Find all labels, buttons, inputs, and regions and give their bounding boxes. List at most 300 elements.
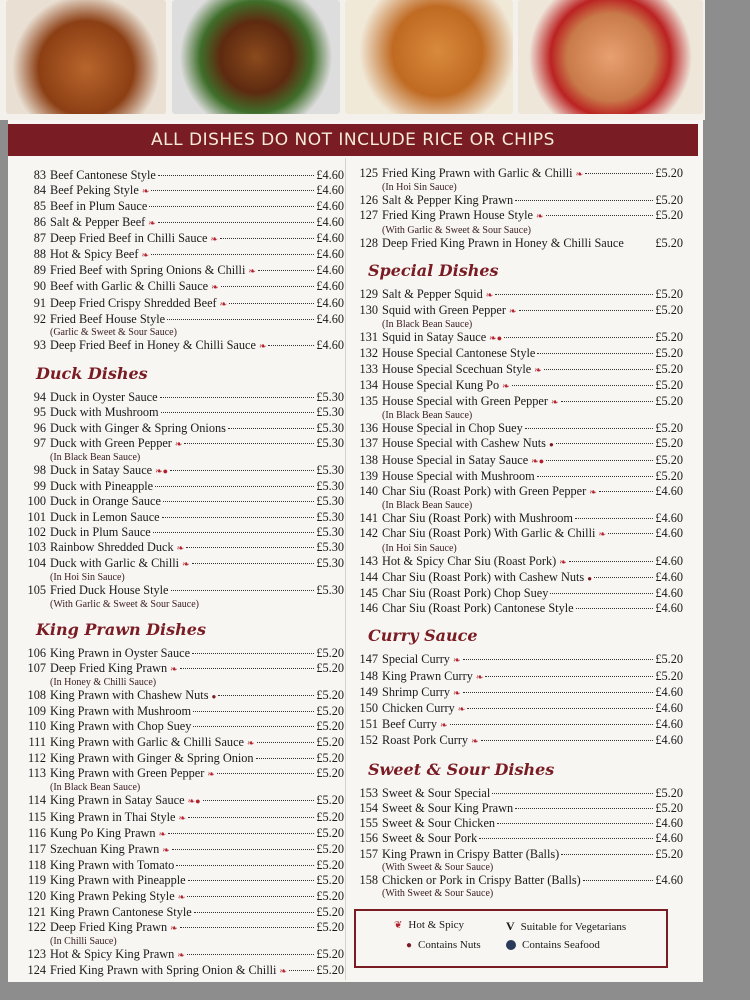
item-number: 90 (33, 279, 46, 294)
menu-item (348, 330, 683, 346)
menu-item (16, 215, 344, 231)
item-note: (With Garlic & Sweet & Sour Sauce) (382, 224, 532, 236)
menu-item (16, 810, 344, 826)
dot-leader (537, 353, 653, 354)
item-number: 130 (359, 303, 378, 318)
menu-item (348, 786, 683, 801)
menu-item (16, 479, 344, 494)
item-number: 93 (33, 338, 46, 353)
item-price: £5.20 (316, 919, 344, 934)
item-number: 120 (27, 888, 46, 903)
item-number: 115 (28, 809, 46, 824)
item-price: £5.30 (316, 435, 344, 450)
item-price: £5.20 (655, 346, 683, 361)
menu-item (16, 963, 344, 979)
menu-item (16, 842, 344, 858)
chili-icon: ❧ (589, 487, 597, 498)
item-number: 99 (33, 479, 46, 494)
item-number: 107 (27, 660, 46, 675)
item-name: Shrimp Curry (382, 684, 450, 699)
menu-item (348, 526, 683, 542)
item-price: £4.60 (655, 816, 683, 831)
chili-icon: ❧ (177, 891, 186, 902)
item-note: (In Black Bean Sauce) (382, 410, 473, 422)
dot-leader (168, 833, 314, 834)
dot-leader (192, 653, 314, 654)
item-name: Duck with Pineapple (50, 479, 154, 494)
item-price: £4.60 (655, 717, 683, 732)
menu-item (348, 453, 683, 469)
item-number: 113 (28, 766, 46, 781)
item-number: 143 (359, 553, 378, 568)
item-price: £5.30 (316, 405, 344, 420)
item-number: 125 (359, 166, 378, 180)
item-name: Fried King Prawn with Garlic & Chilli (382, 166, 573, 180)
dot-leader (512, 385, 654, 386)
item-number: 134 (359, 377, 378, 392)
chili-icon: ❧ (247, 737, 255, 748)
item-price: £5.20 (316, 750, 344, 765)
nut-icon: ● (548, 440, 554, 450)
item-name: King Prawn with Chop Suey (50, 719, 192, 734)
item-name: Duck in Plum Sauce (50, 524, 151, 539)
item-name: Beef Peking Style (50, 183, 139, 198)
chili-nut-icon: ❧● (531, 455, 545, 466)
chili-icon: ❧ (559, 556, 567, 567)
item-name: King Prawn in Satay Sauce (50, 793, 185, 808)
dot-leader (257, 742, 315, 743)
sweet-sour-list (348, 786, 683, 899)
item-name: King Prawn Curry (382, 668, 473, 683)
dot-leader (546, 460, 653, 461)
menu-item (16, 296, 344, 312)
item-price: £5.20 (655, 846, 683, 861)
item-price: £5.20 (655, 785, 683, 800)
menu-item (348, 685, 683, 701)
item-name: Hot & Spicy Char Siu (Roast Pork) (382, 553, 557, 568)
item-name: Duck with Mushroom (50, 405, 159, 420)
item-name: Hot & Spicy King Prawn (50, 947, 175, 962)
menu-item (16, 688, 344, 704)
item-number: 138 (359, 452, 378, 467)
item-price: £5.30 (316, 463, 344, 478)
chili-icon: ❧ (598, 529, 606, 540)
item-name: House Special with Mushroom (382, 468, 535, 483)
dot-leader (492, 793, 653, 794)
dot-leader (158, 222, 315, 223)
item-number: 128 (359, 235, 378, 250)
item-name: Squid in Satay Sauce (382, 330, 487, 345)
dot-leader (585, 173, 653, 174)
menu-item (348, 669, 683, 685)
dot-leader (180, 668, 315, 669)
king-prawn-continued-list (348, 166, 683, 251)
dot-leader (561, 401, 654, 402)
chili-icon: ❧ (174, 438, 183, 449)
item-price: £5.20 (316, 873, 344, 888)
menu-item (348, 236, 683, 251)
item-name: King Prawn with Garlic & Chilli Sauce (50, 734, 244, 749)
legend-vegetarian (506, 919, 626, 934)
item-note: (In Hoi Sin Sauce) (382, 542, 457, 554)
item-price: £4.60 (316, 279, 344, 294)
dot-leader (450, 724, 654, 725)
menu-item (348, 847, 683, 862)
item-price: £5.20 (655, 361, 683, 376)
item-name: Beef Curry (382, 717, 437, 732)
menu-item (16, 231, 344, 247)
item-number: 151 (359, 717, 378, 732)
dot-leader (228, 428, 314, 429)
item-name: Duck with Green Pepper (50, 435, 172, 450)
item-number: 133 (359, 361, 378, 376)
item-price: £4.60 (655, 484, 683, 499)
item-price: £4.60 (316, 295, 344, 310)
item-name: Deep Fried King Prawn (50, 660, 168, 675)
item-name: Char Siu (Roast Pork) Chop Suey (382, 586, 549, 601)
chili-icon: ❧ (148, 217, 156, 228)
menu-sheet (8, 120, 703, 982)
item-number: 106 (27, 645, 46, 660)
food-photo-crispy-beef (172, 0, 340, 114)
dot-leader (194, 912, 315, 913)
chili-nut-icon: ❧● (489, 333, 503, 344)
item-number: 87 (33, 230, 46, 245)
dot-leader (556, 443, 654, 444)
dot-leader (525, 428, 654, 429)
item-note: (In Black Bean Sauce) (50, 452, 141, 464)
menu-item (348, 601, 683, 616)
menu-item (348, 362, 683, 378)
item-number: 139 (359, 468, 378, 483)
menu-item (16, 704, 344, 719)
item-price: £5.30 (316, 540, 344, 555)
dot-leader (151, 254, 314, 255)
item-price: £4.60 (316, 311, 344, 326)
item-price: £4.60 (655, 553, 683, 568)
item-number: 112 (28, 750, 46, 765)
item-name: Fried King Prawn with Spring Onion & Chilli (50, 963, 277, 978)
item-name: Deep Fried King Prawn in Honey & Chilli Sauce (382, 235, 624, 250)
item-number: 140 (359, 484, 378, 499)
dot-leader (537, 476, 654, 477)
item-number: 136 (359, 421, 378, 436)
dot-leader (497, 823, 653, 824)
menu-item (348, 652, 683, 668)
item-price: £4.60 (655, 733, 683, 748)
item-note: (In Hoi Sin Sauce) (382, 182, 457, 194)
legend-label: Hot & Spicy (408, 919, 465, 931)
dot-leader (151, 190, 314, 191)
item-number: 114 (28, 793, 46, 808)
dot-leader (268, 345, 314, 346)
chili-icon: ❧ (457, 704, 466, 715)
item-price: £5.20 (316, 734, 344, 749)
item-name: House Special in Satay Sauce (382, 452, 529, 467)
chili-icon: ❧ (170, 663, 178, 674)
menu-item (16, 556, 344, 572)
item-price: £5.20 (316, 719, 344, 734)
item-name: House Special with Green Pepper (382, 394, 548, 409)
dot-leader (163, 501, 314, 502)
item-price: £5.20 (655, 235, 683, 250)
item-number: 148 (359, 668, 378, 683)
menu-item (16, 279, 344, 295)
menu-item (16, 766, 344, 782)
item-price: £5.20 (316, 688, 344, 703)
item-name: House Special in Chop Suey (382, 421, 523, 436)
nut-icon: ● (587, 573, 593, 583)
dot-leader (229, 303, 314, 304)
dot-leader (149, 206, 314, 207)
item-name: Char Siu (Roast Pork) Cantonese Style (382, 601, 574, 616)
item-price: £5.30 (316, 494, 344, 509)
menu-item (16, 583, 344, 598)
item-price: £5.20 (316, 963, 344, 978)
item-price: £5.30 (316, 524, 344, 539)
menu-item (348, 733, 683, 749)
menu-item (16, 793, 344, 809)
dot-leader (187, 954, 314, 955)
item-number: 132 (359, 346, 378, 361)
item-price: £4.60 (655, 872, 683, 887)
chili-icon: ❧ (439, 720, 448, 731)
item-price: £4.60 (316, 183, 344, 198)
item-price: £4.60 (655, 701, 683, 716)
item-name: House Special Cantonese Style (382, 346, 536, 361)
item-name: King Prawn with Chashew Nuts (50, 688, 209, 703)
item-name: Fried Beef with Spring Onions & Chilli (50, 263, 246, 278)
menu-column-left (16, 168, 344, 980)
chili-icon: ❧ (575, 169, 584, 179)
item-price: £5.20 (655, 208, 683, 223)
item-price: £4.60 (316, 338, 344, 353)
item-price: £5.20 (655, 652, 683, 667)
item-name: Char Siu (Roast Pork) With Garlic & Chilli (382, 526, 596, 541)
menu-item (348, 801, 683, 816)
dot-leader (187, 896, 314, 897)
chili-icon: ❧ (162, 844, 170, 855)
item-price: £5.30 (316, 479, 344, 494)
menu-item (16, 338, 344, 354)
menu-item (16, 463, 344, 479)
dot-leader (171, 590, 315, 591)
menu-item (16, 873, 344, 888)
menu-item (16, 540, 344, 556)
item-price: £5.20 (655, 166, 683, 180)
menu-item (348, 484, 683, 500)
dot-leader (160, 397, 315, 398)
dot-leader (479, 838, 653, 839)
item-note: (In Honey & Chilli Sauce) (50, 677, 157, 689)
section-title-special: Special Dishes (368, 260, 499, 280)
item-note: (With Garlic & Sweet & Sour Sauce) (50, 598, 200, 610)
legend-seafood (506, 939, 600, 951)
section-title-duck: Duck Dishes (36, 364, 148, 384)
dot-leader (161, 412, 315, 413)
chili-icon: ❧ (170, 922, 178, 933)
section-title-curry: Curry Sauce (368, 626, 478, 646)
item-name: King Prawn in Crispy Batter (Balls) (382, 846, 560, 861)
item-price: £5.20 (655, 421, 683, 436)
item-price: £5.20 (655, 303, 683, 318)
chili-icon: ❧ (452, 655, 461, 666)
item-price: £5.20 (316, 766, 344, 781)
menu-banner: ALL DISHES DO NOT INCLUDE RICE OR CHIPS (8, 124, 698, 156)
dot-leader (515, 808, 653, 809)
dot-leader (158, 175, 314, 176)
item-number: 146 (359, 601, 378, 616)
menu-item (348, 873, 683, 888)
menu-item (348, 701, 683, 717)
menu-item (16, 719, 344, 734)
item-price: £4.60 (655, 684, 683, 699)
menu-item (348, 511, 683, 526)
chili-icon: ❧ (485, 289, 494, 300)
item-name: Beef in Plum Sauce (50, 199, 148, 214)
item-note: (In Black Bean Sauce) (382, 319, 473, 331)
legend-label: Contains Seafood (522, 939, 600, 951)
dot-leader (186, 547, 314, 548)
item-price: £4.60 (316, 199, 344, 214)
item-price: £5.20 (655, 330, 683, 345)
dot-leader (188, 880, 315, 881)
item-name: Duck with Garlic & Chilli (50, 556, 180, 571)
item-name: Salt & Pepper Squid (382, 286, 483, 301)
item-price: £4.60 (655, 586, 683, 601)
item-number: 95 (33, 405, 46, 420)
item-number: 118 (28, 858, 46, 873)
chili-icon: ❧ (182, 559, 190, 570)
menu-item (16, 510, 344, 525)
chili-icon: ❧ (475, 671, 484, 682)
item-number: 123 (27, 947, 46, 962)
menu-item (348, 346, 683, 361)
menu-item (348, 193, 683, 208)
chili-icon: ❧ (258, 341, 267, 352)
item-number: 156 (359, 831, 378, 846)
nut-icon: ● (211, 692, 217, 702)
item-price: £5.30 (316, 420, 344, 435)
menu-item (348, 436, 683, 452)
menu-item (348, 208, 683, 224)
dot-leader (561, 854, 653, 855)
chili-icon: ❧ (534, 364, 542, 375)
item-price: £4.60 (655, 526, 683, 541)
item-name: King Prawn with Tomato (50, 858, 175, 873)
item-name: Deep Fried Crispy Shredded Beef (50, 295, 217, 310)
menu-item (348, 816, 683, 831)
seafood-icon (506, 940, 516, 950)
item-note: (In Hoi Sin Sauce) (50, 572, 125, 584)
item-name: House Special Kung Po (382, 377, 500, 392)
food-photo-strip (0, 0, 705, 120)
menu-item (348, 831, 683, 846)
item-number: 122 (27, 919, 46, 934)
chili-icon: ❧ (452, 687, 461, 698)
item-price: £5.30 (316, 583, 344, 598)
menu-item (16, 889, 344, 905)
item-number: 105 (27, 583, 46, 598)
item-price: £5.20 (316, 904, 344, 919)
dot-leader (550, 593, 653, 594)
item-price: £5.20 (655, 193, 683, 208)
item-price: £5.20 (316, 645, 344, 660)
item-price: £5.20 (316, 841, 344, 856)
dot-leader (153, 532, 315, 533)
item-number: 104 (27, 556, 46, 571)
item-name: House Special Scechuan Style (382, 361, 532, 376)
item-name: Special Curry (382, 652, 450, 667)
duck-list (16, 390, 344, 609)
menu-item (16, 826, 344, 842)
chili-icon: ❧ (248, 266, 256, 277)
legend-label: Suitable for Vegetarians (520, 920, 627, 933)
dot-leader (544, 369, 654, 370)
item-price: £4.60 (316, 247, 344, 262)
dot-leader (167, 319, 314, 320)
item-name: Duck in Orange Sauce (50, 494, 161, 509)
dot-leader (504, 337, 653, 338)
item-name: King Prawn with Ginger & Spring Onion (50, 750, 254, 765)
item-name: King Prawn with Mushroom (50, 704, 192, 719)
item-name: Sweet & Sour Chicken (382, 816, 496, 831)
chili-nut-icon: ❧● (187, 796, 201, 807)
item-note: (In Black Bean Sauce) (382, 500, 473, 512)
dot-leader (217, 773, 314, 774)
menu-item (348, 378, 683, 394)
item-number: 110 (28, 719, 46, 734)
item-note: (Garlic & Sweet & Sour Sauce) (50, 327, 177, 339)
item-name: King Prawn Cantonese Style (50, 904, 192, 919)
dot-leader (188, 817, 314, 818)
menu-item (16, 494, 344, 509)
dot-leader (485, 676, 653, 677)
chili-nut-icon: ❧● (155, 466, 169, 477)
chili-icon: ❧ (141, 250, 150, 261)
item-price: £5.20 (655, 377, 683, 392)
item-number: 109 (27, 704, 46, 719)
item-number: 89 (33, 263, 46, 278)
chili-icon: ❧ (279, 966, 288, 977)
item-price: £5.20 (655, 436, 683, 451)
item-name: Duck in Oyster Sauce (50, 390, 158, 405)
item-number: 154 (359, 800, 378, 815)
item-price: £5.20 (655, 668, 683, 683)
item-number: 97 (33, 435, 46, 450)
item-price: £5.20 (316, 888, 344, 903)
dot-leader (221, 286, 315, 287)
item-name: Sweet & Sour Special (382, 785, 491, 800)
item-number: 153 (359, 785, 378, 800)
item-number: 147 (359, 652, 378, 667)
dot-leader (203, 800, 315, 801)
chili-icon: ❧ (178, 812, 187, 823)
item-name: Szechuan King Prawn (50, 841, 160, 856)
item-name: Beef with Garlic & Chilli Sauce (50, 279, 209, 294)
menu-item (16, 661, 344, 677)
menu-item (16, 168, 344, 183)
item-name: Char Siu (Roast Pork) with Cashew Nuts (382, 569, 585, 584)
item-number: 144 (359, 569, 378, 584)
item-number: 117 (28, 841, 46, 856)
dot-leader (162, 517, 315, 518)
dot-leader (170, 470, 314, 471)
beef-list (16, 168, 344, 354)
dot-leader (599, 491, 654, 492)
dot-leader (289, 970, 314, 971)
dot-leader (218, 695, 314, 696)
